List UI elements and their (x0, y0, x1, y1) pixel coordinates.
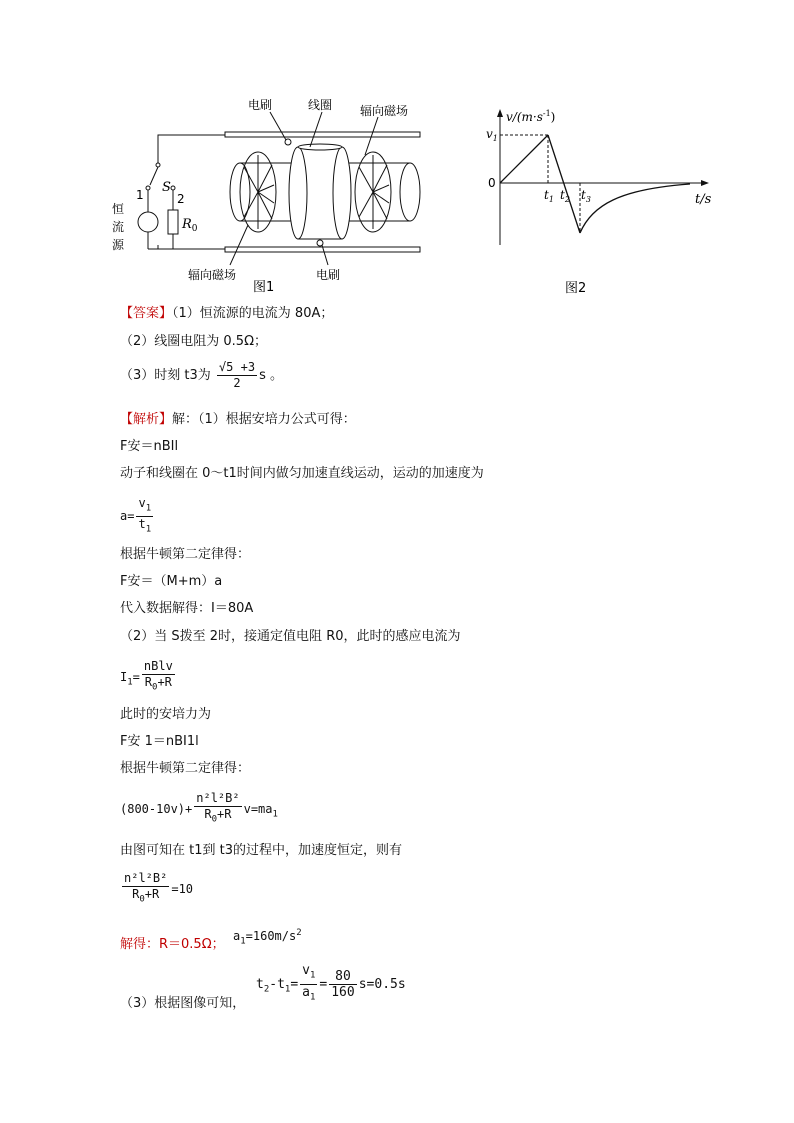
analysis-line-4: 根据牛顿第二定律得： (120, 547, 251, 562)
label-terminal-1: 1 (136, 188, 144, 202)
analysis-line-6: 代入数据解得：I＝80A (120, 601, 254, 616)
analysis-line-10: F安 1＝nBI1l (120, 734, 199, 749)
analysis-intro: 【解析】解：（1）根据安培力公式可得： (120, 412, 356, 427)
answer-3-post: s 。 (259, 368, 283, 383)
label-field-bottom: 辐向磁场 (188, 268, 237, 282)
analysis-line-15: 解得：R＝0.5Ω； (120, 937, 225, 952)
analysis-eq-a: a= $\frac{v_1}{t_1}$ (120, 495, 152, 535)
analysis-eq-newton: (800-10v)+ $\frac{\text{n²l²B²}}{R_0+R}$ $v=ma_1$ (120, 791, 278, 825)
label-switch-s: S (162, 180, 171, 195)
label-field-top: 辐向磁场 (360, 104, 409, 118)
analysis-line-9: 此时的安培力为 (120, 707, 212, 722)
analysis-line-7: （2）当 S拨至 2时，接通定值电阻 R0，此时的感应电流为 (120, 629, 461, 644)
answer-line-1 (120, 305, 333, 323)
label-r0: $R_0$ (182, 217, 198, 234)
figure-1-caption: 图1 (253, 280, 275, 295)
analysis-eq-const: $\frac{\text{n²l²B²}}{R_0+R}$ =10 (124, 871, 194, 905)
velocity-curve-decay (580, 184, 690, 233)
answer-line-3 (120, 356, 283, 396)
analysis-line-16: （3）根据图像可知， (120, 996, 246, 1011)
answer-3-fraction: $\frac{√5 +3}{2}$ (218, 360, 256, 390)
answer-tag: 【答案】 (120, 306, 173, 321)
tick-origin: 0 (488, 176, 496, 190)
tick-v1: $v_1$ (486, 127, 498, 143)
label-coil: 线圈 (308, 98, 333, 112)
label-brush-bottom: 电刷 (316, 268, 341, 282)
figure-1-diagram (110, 95, 430, 300)
analysis-line-5: F安＝（M+m）a (120, 574, 223, 589)
y-axis-label: $v/(m\cdot s^{-1})$ (506, 109, 556, 124)
label-brush-top: 电刷 (248, 98, 273, 112)
analysis-line-1: F安＝nBIl (120, 439, 179, 454)
figure-2-chart (480, 105, 720, 300)
label-terminal-2: 2 (177, 192, 185, 206)
analysis-line-2: 动子和线圈在 0～t1时间内做匀加速直线运动，运动的加速度为 (120, 466, 484, 481)
analysis-line-13: 由图可知在 t1到 t3的过程中，加速度恒定，则有 (120, 843, 403, 858)
answer-1: （1）恒流源的电流为 80A； (172, 306, 334, 321)
analysis-eq-i1: $I_1=$ $\frac{\text{nBlv}}{R_0+R}$ (120, 659, 173, 693)
answer-3-pre: （3）时刻 t3为 (120, 368, 211, 383)
analysis-line-11: 根据牛顿第二定律得： (120, 761, 251, 776)
tick-t2: $t_2$ (560, 188, 570, 204)
analysis-tag: 【解析】 (120, 412, 173, 427)
tick-t1: $t_1$ (544, 188, 554, 204)
answer-2: （2）线圈电阻为 0.5Ω； (120, 334, 268, 349)
analysis-eq-a1: $a_1=160m/s^2$ (233, 928, 302, 947)
figure-2-caption: 图2 (565, 281, 587, 296)
tick-t3: $t_3$ (581, 188, 591, 204)
x-axis-label: t/s (695, 192, 712, 207)
velocity-line-accel (500, 135, 548, 183)
answer-line-2 (120, 333, 267, 351)
label-source-1: 恒 (112, 202, 125, 216)
label-source-2: 流 (112, 220, 125, 234)
label-source-3: 源 (112, 238, 125, 252)
analysis-eq-dt: $t_2-t_1=$ $\frac{v_1}{a_1}$ = $\frac{80}{160}$ s=0.5s (256, 963, 406, 1003)
velocity-line-decel (548, 135, 580, 233)
